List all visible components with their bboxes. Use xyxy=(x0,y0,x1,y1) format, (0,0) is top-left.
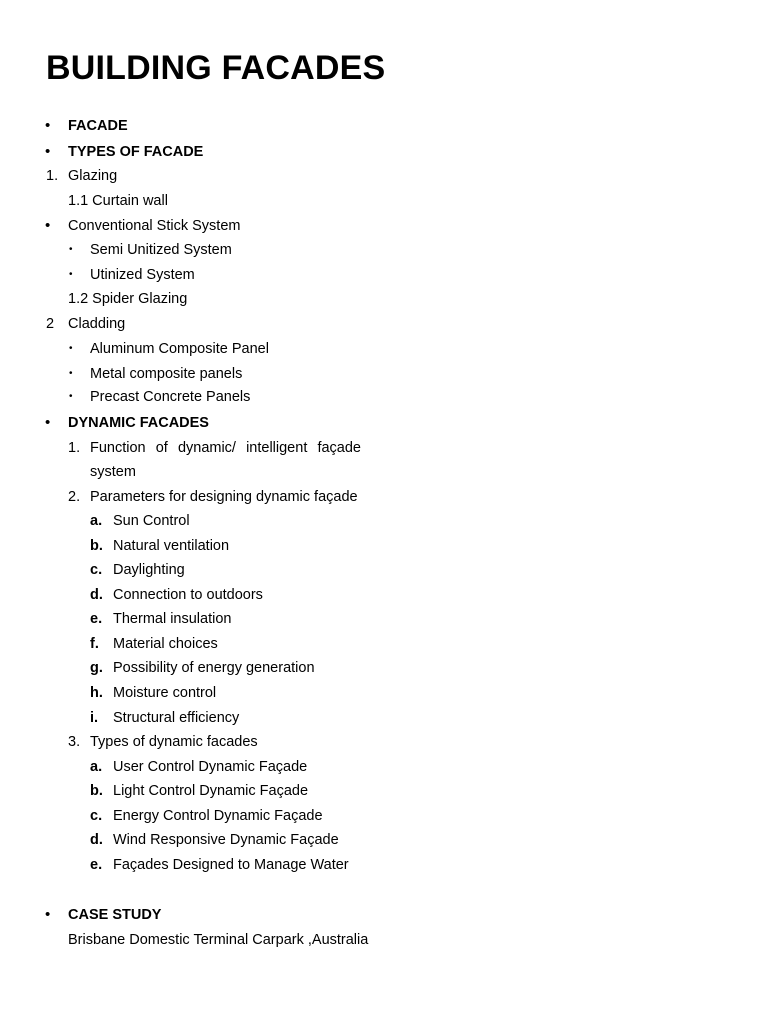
word: façade xyxy=(317,440,361,456)
list-item-function-line1 xyxy=(90,439,361,457)
list-item-precast: Precast Concrete Panels xyxy=(90,389,251,405)
small-bullet-icon: • xyxy=(69,343,73,354)
param-item: Natural ventilation xyxy=(113,538,230,554)
param-item: Connection to outdoors xyxy=(113,587,263,603)
bullet-icon: • xyxy=(45,906,51,923)
list-item-aluminum-composite: Aluminum Composite Panel xyxy=(90,341,269,357)
list-item-case-study: CASE STUDY xyxy=(68,907,162,923)
list-letter: a. xyxy=(90,513,103,529)
type-item: User Control Dynamic Façade xyxy=(113,759,308,775)
list-letter: b. xyxy=(90,538,103,554)
param-item: Possibility of energy generation xyxy=(113,660,315,676)
list-number: 2. xyxy=(68,489,81,505)
param-item: Thermal insulation xyxy=(113,611,232,627)
list-number: 1. xyxy=(68,440,81,456)
type-item: Wind Responsive Dynamic Façade xyxy=(113,832,339,848)
word: dynamic/ xyxy=(177,440,236,456)
list-letter: f. xyxy=(90,636,99,652)
bullet-icon: • xyxy=(45,217,51,234)
list-item-types-of-facade: TYPES OF FACADE xyxy=(68,144,204,160)
bullet-icon: • xyxy=(45,117,51,134)
list-item-types-dynamic: Types of dynamic facades xyxy=(90,734,258,750)
case-study-text: Brisbane Domestic Terminal Carpark ,Australia xyxy=(68,932,369,948)
page-title: BUILDING FACADES xyxy=(46,49,386,87)
small-bullet-icon: • xyxy=(69,368,73,379)
list-item-dynamic-facades: DYNAMIC FACADES xyxy=(68,415,209,431)
list-letter: a. xyxy=(90,759,103,775)
small-bullet-icon: • xyxy=(69,391,73,402)
word: of xyxy=(155,440,168,456)
list-item-function-line2: system xyxy=(90,464,136,480)
list-letter: g. xyxy=(90,660,103,676)
param-item: Sun Control xyxy=(113,513,190,529)
bullet-icon: • xyxy=(45,414,51,431)
word: intelligent xyxy=(246,440,308,456)
list-letter: d. xyxy=(90,587,103,603)
small-bullet-icon: • xyxy=(69,269,73,280)
list-item-conventional-stick: Conventional Stick System xyxy=(68,218,241,234)
list-letter: d. xyxy=(90,832,103,848)
bullet-icon: • xyxy=(45,143,51,160)
word: Function xyxy=(90,440,146,456)
list-item-metal-composite: Metal composite panels xyxy=(90,366,243,382)
list-number: 1. xyxy=(46,168,59,184)
list-item-facade: FACADE xyxy=(68,118,128,134)
type-item: Façades Designed to Manage Water xyxy=(113,857,349,873)
type-item: Light Control Dynamic Façade xyxy=(113,783,309,799)
list-item-cladding: Cladding xyxy=(68,316,126,332)
param-item: Daylighting xyxy=(113,562,185,578)
param-item: Structural efficiency xyxy=(113,710,240,726)
small-bullet-icon: • xyxy=(69,244,73,255)
list-item-semi-unitized: Semi Unitized System xyxy=(90,242,232,258)
list-number: 3. xyxy=(68,734,81,750)
type-item: Energy Control Dynamic Façade xyxy=(113,808,323,824)
param-item: Moisture control xyxy=(113,685,217,701)
list-item-glazing: Glazing xyxy=(68,168,118,184)
list-letter: b. xyxy=(90,783,103,799)
list-item-spider-glazing: 1.2 Spider Glazing xyxy=(68,291,188,307)
list-letter: e. xyxy=(90,857,103,873)
param-item: Material choices xyxy=(113,636,218,652)
list-letter: i. xyxy=(90,710,99,726)
list-letter: c. xyxy=(90,808,103,824)
list-letter: h. xyxy=(90,685,103,701)
list-number: 2 xyxy=(46,316,55,332)
list-item-curtain-wall: 1.1 Curtain wall xyxy=(68,193,168,209)
list-item-parameters: Parameters for designing dynamic façade xyxy=(90,489,358,505)
list-letter: c. xyxy=(90,562,103,578)
list-item-utinized: Utinized System xyxy=(90,267,195,283)
list-letter: e. xyxy=(90,611,103,627)
